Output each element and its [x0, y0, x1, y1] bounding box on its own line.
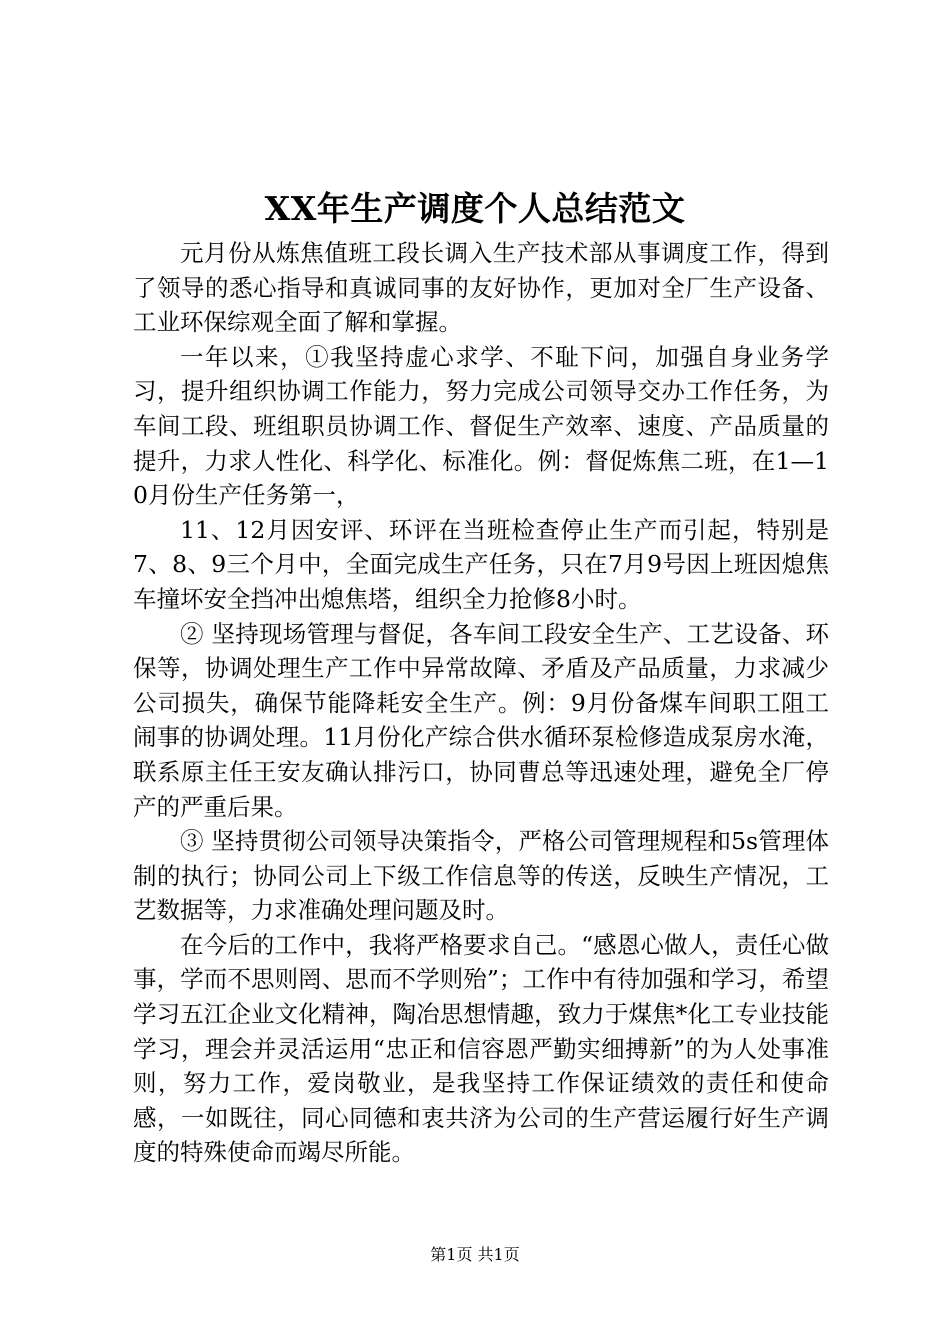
document-body [133, 236, 829, 1170]
paragraph-site-management: ② 坚持现场管理与督促，各车间工段安全生产、工艺设备、环保等，协调处理生产工作中异常故障、矛盾及产品质量，力求减少公司损失，确保节能降耗安全生产。例：9月份备煤车间职工阻工闹事的协调处理。11月份化产综合供水循环泵检修造成泵房水淹，联系原主任王安友确认排污口，协同曹总等迅速处理，避免全厂停产的严重后果。 [133, 619, 829, 821]
paragraph-directives: ③ 坚持贯彻公司领导决策指令，严格公司管理规程和5s管理体制的执行；协同公司上下级工作信息等的传送，反映生产情况，工艺数据等，力求准确处理问题及时。 [133, 827, 829, 925]
paragraph-intro: 元月份从炼焦值班工段长调入生产技术部从事调度工作，得到了领导的悉心指导和真诚同事的友好协作，更加对全厂生产设备、工业环保综观全面了解和掌握。 [133, 239, 829, 337]
document-title: XX年生产调度个人总结范文 [264, 189, 686, 228]
paragraph-future: 在今后的工作中，我将严格要求自己。“感恩心做人，责任心做事，学而不思则罔、思而不学则殆”；工作中有待加强和学习，希望学习五江企业文化精神，陶冶思想情趣，致力于煤焦*化工专业技能学习，理会并灵活运用“忠正和信容恩严勤实细搏新”的为人处事准则，努力工作，爱岗敬业，是我坚持工作保证绩效的责任和使命感，一如既往，同心同德和衷共济为公司的生产营运履行好生产调度的特殊使命而竭尽所能。 [133, 930, 829, 1167]
paragraph-production: 11、12月因安评、环评在当班检查停止生产而引起，特别是7、8、9三个月中，全面完成生产任务，只在7月9号因上班因熄焦车撞坏安全挡冲出熄焦塔，组织全力抢修8小时。 [133, 515, 829, 613]
page-number-footer: 第1页 共1页 [430, 1245, 520, 1264]
paragraph-learning: 一年以来，①我坚持虚心求学、不耻下问，加强自身业务学习，提升组织协调工作能力，努力完成公司领导交办工作任务，为车间工段、班组职员协调工作、督促生产效率、速度、产品质量的提升，力求人性化、科学化、标准化。例：督促炼焦二班，在1—10月份生产任务第一， [133, 342, 829, 510]
